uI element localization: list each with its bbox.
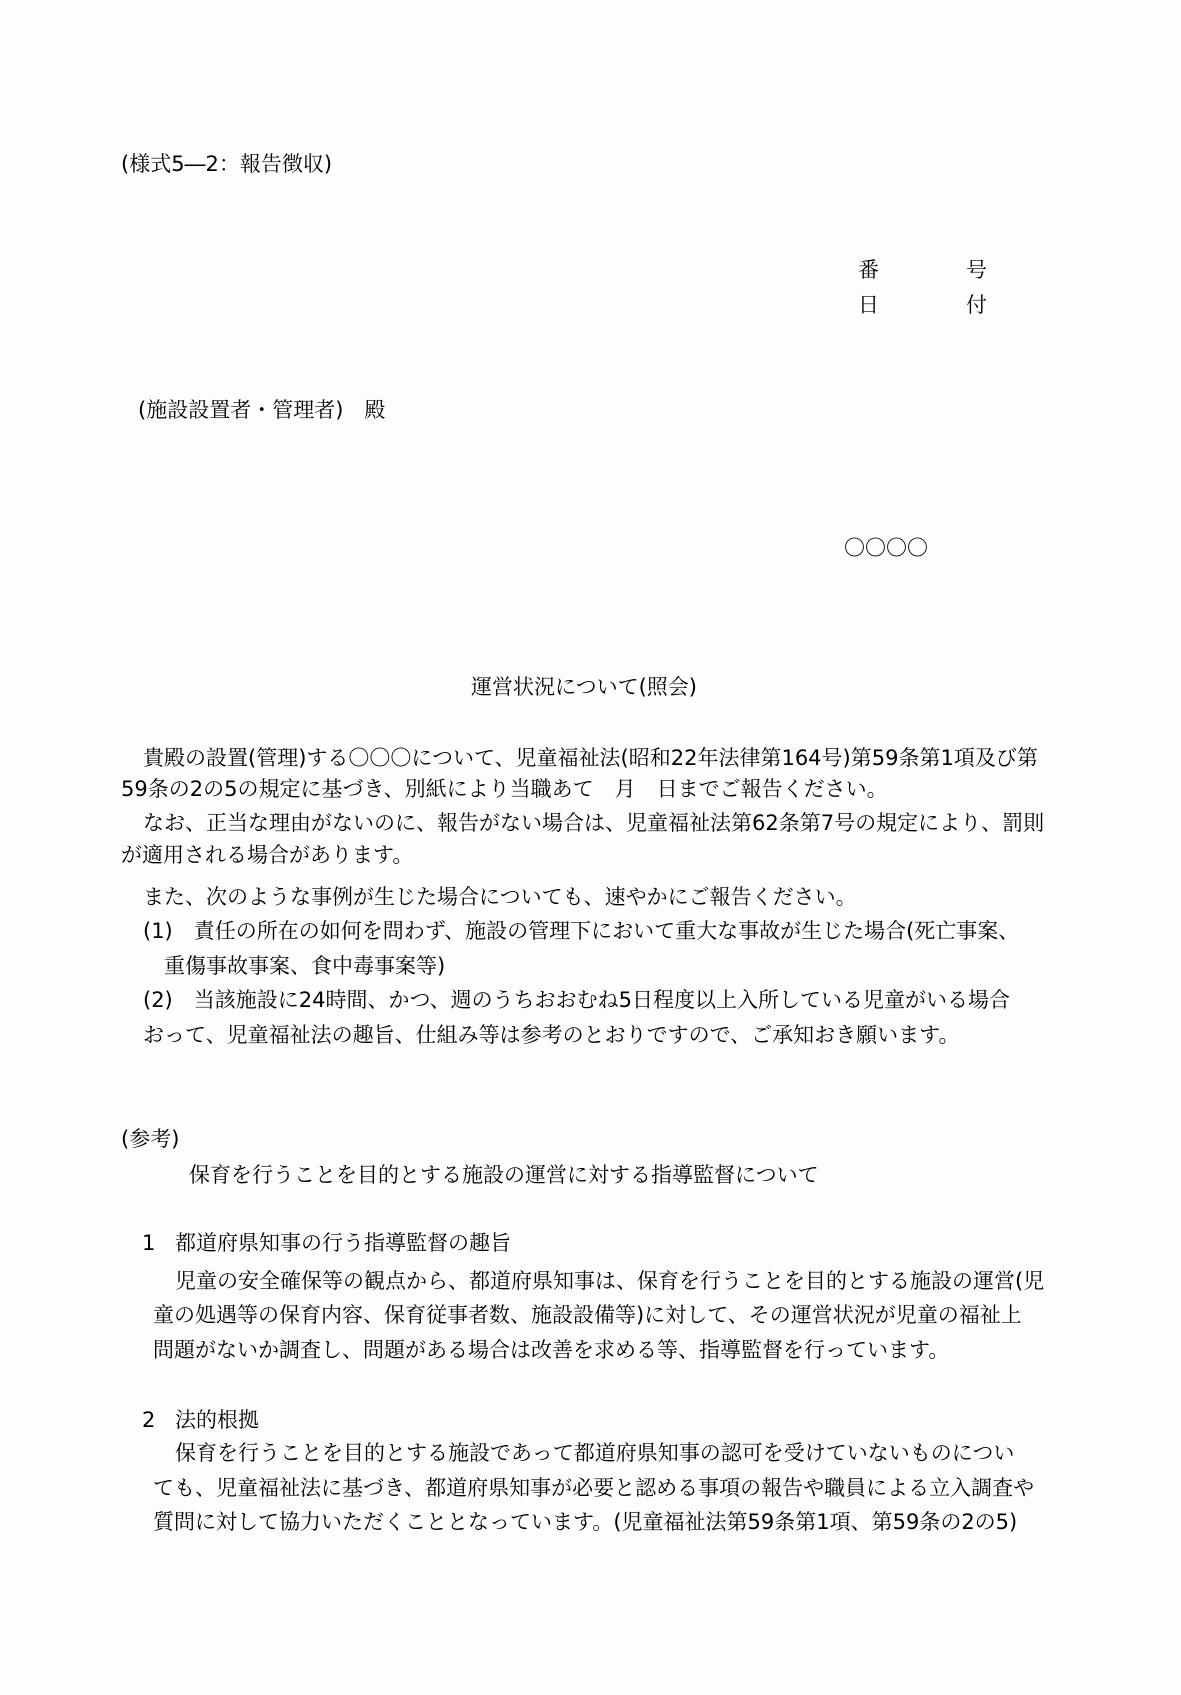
section-number: 1 [142, 1231, 156, 1255]
body-line: が適用される場合があります。 [121, 843, 414, 867]
body-line: 貴殿の設置(管理)する〇〇〇について、児童福祉法(昭和22年法律第164号)第59条第1項及び第 [143, 746, 1038, 770]
body-line: なお、正当な理由がないのに、報告がない場合は、児童福祉法第62条第7号の規定により、罰則 [143, 811, 1045, 835]
date-label-right: 付 [966, 293, 987, 317]
number-label-left: 番 [858, 258, 879, 282]
list-item-1: (1) 責任の所在の如何を問わず、施設の管理下において重大な事故が生じた場合(死亡事案、 [143, 919, 1020, 943]
date-label-left: 日 [858, 293, 879, 317]
body-line: 59条の2の5の規定に基づき、別紙により当職あて 月 日までご報告ください。 [121, 777, 888, 801]
section-line: 児童の安全確保等の観点から、都道府県知事は、保育を行うことを目的とする施設の運営(児 [175, 1269, 1045, 1293]
section-line: 質問に対して協力いただくこととなっています。(児童福祉法第59条第1項、第59条の2の5) [153, 1510, 1018, 1534]
form-label: (様式5―2：報告徴収) [121, 152, 333, 176]
sender: 〇〇〇〇 [844, 536, 928, 560]
section-line: 童の処遇等の保育内容、保育従事者数、施設設備等)に対して、その運営状況が児童の福祉上 [153, 1303, 1022, 1327]
section-line: 保育を行うことを目的とする施設であって都道府県知事の認可を受けていないものについ [175, 1441, 1015, 1465]
section-heading: 都道府県知事の行う指導監督の趣旨 [175, 1231, 511, 1255]
section-line: ても、児童福祉法に基づき、都道府県知事が必要と認める事項の報告や職員による立入調査や [153, 1476, 1035, 1500]
reference-label: (参考) [121, 1127, 180, 1151]
list-item-2: (2) 当該施設に24時間、かつ、週のうちおおむね5日程度以上入所している児童がいる場合 [143, 988, 1010, 1012]
document-title: 運営状況について(照会) [471, 675, 697, 699]
section-heading: 法的根拠 [175, 1408, 259, 1432]
number-label-right: 号 [966, 258, 987, 282]
section-number: 2 [142, 1408, 156, 1432]
body-line: おって、児童福祉法の趣旨、仕組み等は参考のとおりですので、ご承知おき願います。 [143, 1023, 960, 1047]
reference-subtitle: 保育を行うことを目的とする施設の運営に対する指導監督について [189, 1163, 819, 1187]
section-line: 問題がないか調査し、問題がある場合は改善を求める等、指導監督を行っています。 [153, 1338, 950, 1362]
list-item-1-continued: 重傷事故事案、食中毒事案等) [164, 954, 446, 978]
addressee: (施設設置者・管理者) 殿 [138, 398, 386, 422]
body-line: また、次のような事例が生じた場合についても、速やかにご報告ください。 [143, 885, 857, 909]
